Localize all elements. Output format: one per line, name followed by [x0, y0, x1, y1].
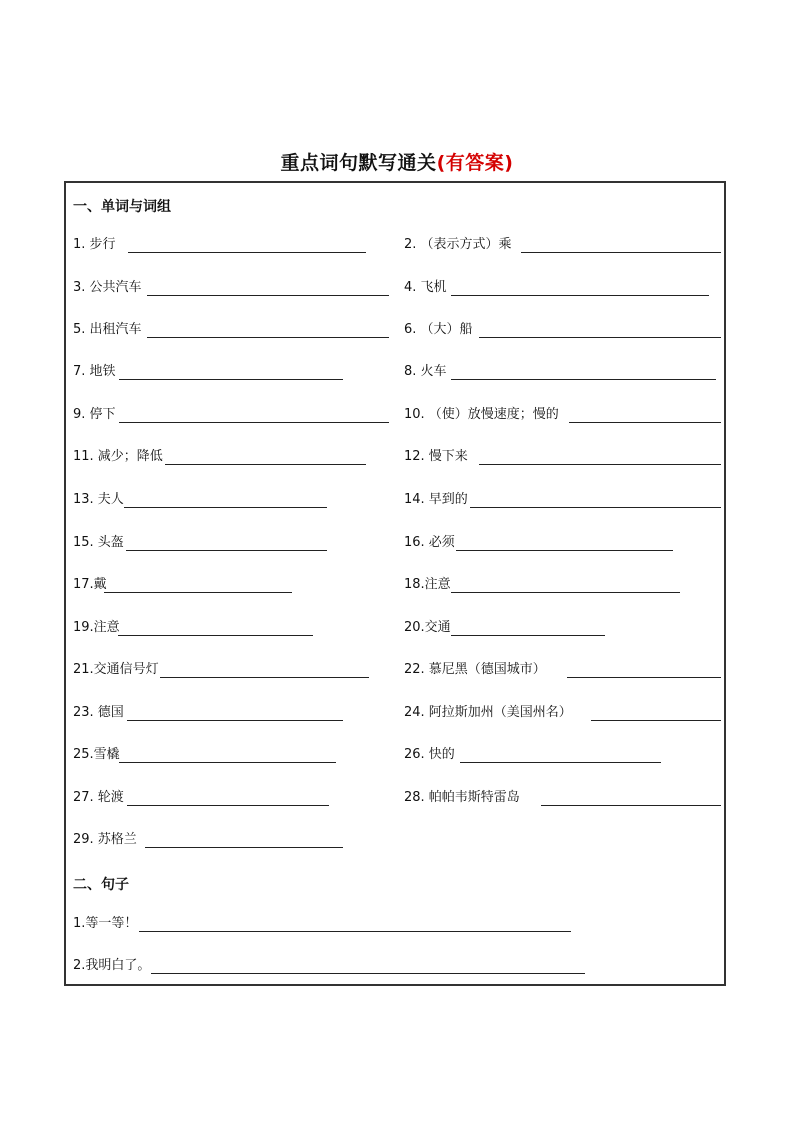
answer-line-11[interactable] — [165, 464, 366, 465]
word-label-14: 14. 早到的 — [404, 492, 468, 507]
word-label-10: 10. （使）放慢速度；慢的 — [404, 407, 559, 422]
sentence-answer-line-2[interactable] — [151, 973, 585, 974]
word-label-27: 27. 轮渡 — [73, 790, 124, 805]
answer-line-14[interactable] — [470, 507, 721, 508]
word-label-24: 24. 阿拉斯加州（美国州名） — [404, 705, 572, 720]
word-label-29: 29. 苏格兰 — [73, 832, 137, 847]
word-label-13: 13. 夫人 — [73, 492, 124, 507]
answer-line-21[interactable] — [160, 677, 369, 678]
answer-line-25[interactable] — [119, 762, 336, 763]
word-label-17: 17.戴 — [73, 577, 107, 592]
answer-line-12[interactable] — [479, 464, 721, 465]
answer-line-27[interactable] — [127, 805, 329, 806]
answer-line-23[interactable] — [127, 720, 343, 721]
answer-line-8[interactable] — [451, 379, 716, 380]
word-label-15: 15. 头盔 — [73, 535, 124, 550]
answer-line-17[interactable] — [104, 592, 292, 593]
answer-line-20[interactable] — [451, 635, 605, 636]
answer-line-3[interactable] — [147, 295, 389, 296]
answer-line-7[interactable] — [119, 379, 343, 380]
answer-line-10[interactable] — [569, 422, 721, 423]
word-label-25: 25.雪橇 — [73, 747, 120, 762]
answer-line-5[interactable] — [147, 337, 389, 338]
word-label-1: 1. 步行 — [73, 237, 116, 252]
word-label-22: 22. 慕尼黑（德国城市） — [404, 662, 546, 677]
answer-line-28[interactable] — [541, 805, 721, 806]
answer-line-6[interactable] — [479, 337, 721, 338]
sentence-answer-line-1[interactable] — [139, 931, 571, 932]
word-label-28: 28. 帕帕韦斯特雷岛 — [404, 790, 520, 805]
answer-line-24[interactable] — [591, 720, 721, 721]
word-label-8: 8. 火车 — [404, 364, 447, 379]
answer-line-18[interactable] — [451, 592, 680, 593]
answer-line-13[interactable] — [124, 507, 327, 508]
answer-line-9[interactable] — [119, 422, 389, 423]
answer-line-26[interactable] — [460, 762, 661, 763]
word-label-9: 9. 停下 — [73, 407, 116, 422]
answer-line-19[interactable] — [118, 635, 313, 636]
answer-line-1[interactable] — [128, 252, 366, 253]
title-answer-note: (有答案) — [436, 152, 514, 174]
answer-line-4[interactable] — [451, 295, 709, 296]
word-label-5: 5. 出租汽车 — [73, 322, 142, 337]
answer-line-15[interactable] — [126, 550, 327, 551]
word-label-16: 16. 必须 — [404, 535, 455, 550]
section-heading-words: 一、单词与词组 — [73, 199, 171, 215]
word-label-26: 26. 快的 — [404, 747, 455, 762]
word-label-18: 18.注意 — [404, 577, 451, 592]
answer-line-2[interactable] — [521, 252, 721, 253]
word-label-3: 3. 公共汽车 — [73, 280, 142, 295]
worksheet-box — [64, 181, 726, 986]
sentence-label-2: 2.我明白了。 — [73, 958, 151, 973]
word-label-21: 21.交通信号灯 — [73, 662, 159, 677]
word-label-19: 19.注意 — [73, 620, 120, 635]
word-label-23: 23. 德国 — [73, 705, 124, 720]
word-label-4: 4. 飞机 — [404, 280, 447, 295]
word-label-7: 7. 地铁 — [73, 364, 116, 379]
title-main: 重点词句默写通关 — [280, 152, 437, 174]
word-label-2: 2. （表示方式）乘 — [404, 237, 512, 252]
word-label-20: 20.交通 — [404, 620, 451, 635]
section-heading-sentences: 二、句子 — [73, 877, 129, 893]
answer-line-29[interactable] — [145, 847, 343, 848]
page-title — [0, 148, 794, 175]
word-label-11: 11. 减少；降低 — [73, 449, 163, 464]
word-label-6: 6. （大）船 — [404, 322, 473, 337]
answer-line-16[interactable] — [456, 550, 673, 551]
word-label-12: 12. 慢下来 — [404, 449, 468, 464]
answer-line-22[interactable] — [567, 677, 721, 678]
sentence-label-1: 1.等一等！ — [73, 916, 138, 931]
